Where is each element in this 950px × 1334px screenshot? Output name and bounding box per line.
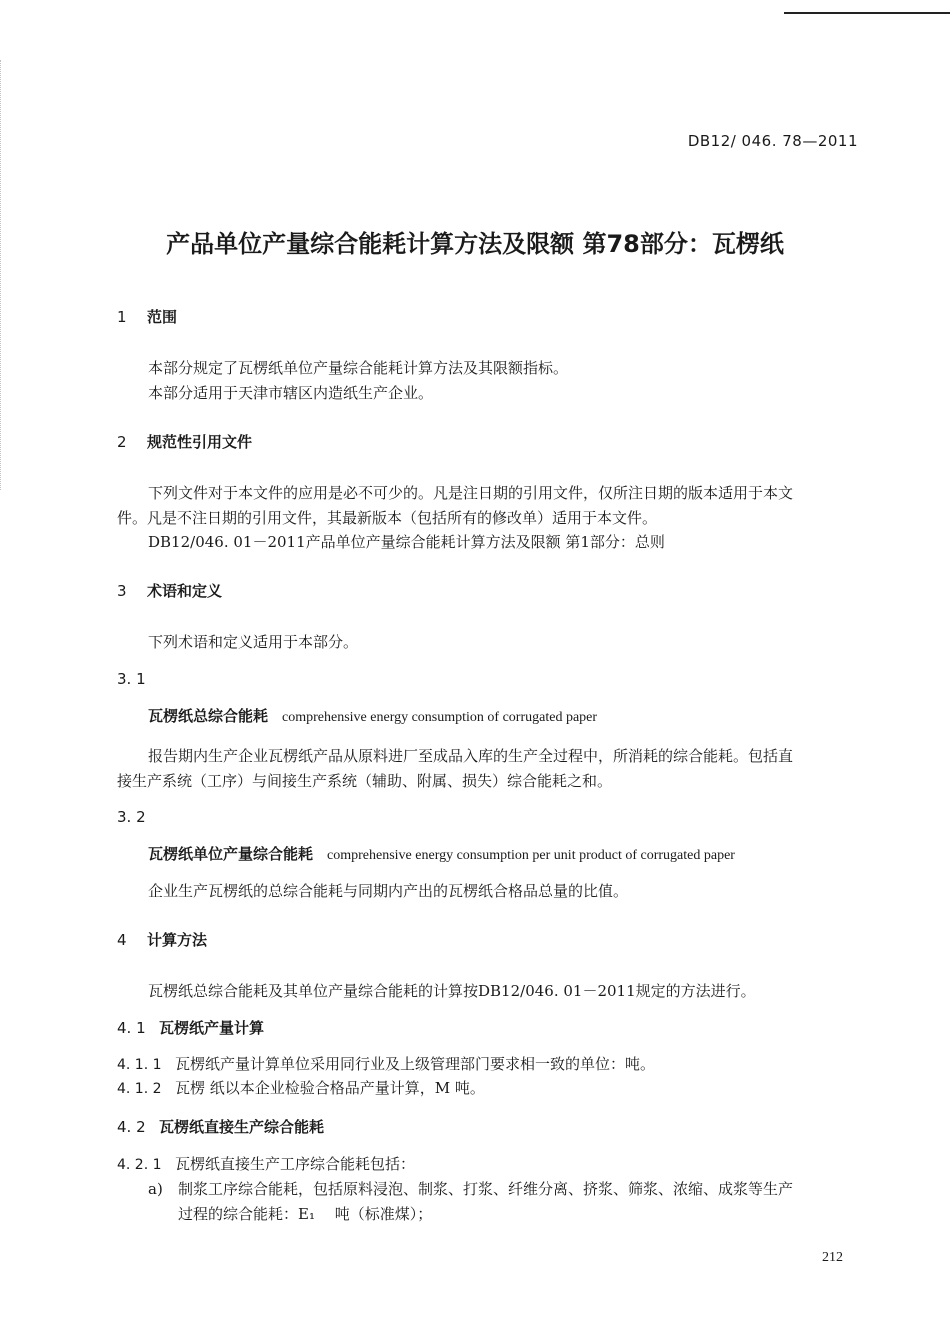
definition-line: 企业生产瓦楞纸的总综合能耗与同期内产出的瓦楞纸合格品总量的比值。	[148, 882, 629, 900]
list-item-a	[148, 1178, 793, 1199]
section-number: 4. 2	[117, 1118, 146, 1136]
clause-3-2-number: 3. 2	[117, 808, 146, 826]
document-title: 产品单位产量综合能耗计算方法及限额 第78部分：瓦楞纸	[166, 230, 784, 258]
paragraph: 下列术语和定义适用于本部分。	[148, 633, 359, 651]
section-number: 3	[117, 582, 127, 600]
term-english: comprehensive energy consumption of corrugated paper	[282, 710, 598, 725]
list-marker: a)	[148, 1180, 163, 1198]
section-2-heading	[117, 431, 252, 452]
section-title: 规范性引用文件	[147, 433, 253, 451]
term-chinese: 瓦楞纸总综合能耗	[148, 707, 269, 725]
term-3-1	[148, 705, 597, 726]
section-4-heading	[117, 929, 207, 950]
clause-number: 4. 1. 2	[117, 1081, 162, 1097]
clause-number: 4. 1. 1	[117, 1057, 162, 1073]
page-number: 212	[822, 1250, 843, 1265]
section-title: 瓦楞纸产量计算	[159, 1019, 265, 1037]
section-1-heading	[117, 306, 177, 327]
section-number: 4. 1	[117, 1019, 146, 1037]
scan-binding-edge	[0, 60, 6, 490]
term-3-2	[148, 843, 735, 864]
paragraph: 本部分适用于天津市辖区内造纸生产企业。	[148, 384, 434, 402]
term-english: comprehensive energy consumption per unit product of corrugated paper	[327, 848, 735, 863]
section-3-heading	[117, 580, 222, 601]
section-4-1-heading	[117, 1017, 264, 1038]
section-title: 瓦楞纸直接生产综合能耗	[159, 1118, 325, 1136]
section-title: 范围	[147, 308, 178, 326]
clause-text: 瓦楞 纸以本企业检验合格品产量计算，M 吨。	[175, 1079, 485, 1097]
section-title: 计算方法	[147, 931, 208, 949]
section-4-2-heading	[117, 1116, 324, 1137]
definition-line: 报告期内生产企业瓦楞纸产品从原料进厂至成品入库的生产全过程中，所消耗的综合能耗。包括直	[148, 747, 794, 765]
paragraph: 本部分规定了瓦楞纸单位产量综合能耗计算方法及其限额指标。	[148, 359, 569, 377]
paragraph-line: 下列文件对于本文件的应用是必不可少的。凡是注日期的引用文件，仅所注日期的版本适用于本文	[148, 484, 794, 502]
clause-text: 瓦楞纸直接生产工序综合能耗包括：	[175, 1155, 416, 1173]
normative-reference: DB12/046. 01－2011产品单位产量综合能耗计算方法及限额 第1部分：总则	[148, 533, 665, 551]
section-number: 4	[117, 931, 127, 949]
clause-4-1-1	[117, 1053, 655, 1074]
section-number: 1	[117, 308, 127, 326]
paragraph-line: 件。凡是不注日期的引用文件，其最新版本（包括所有的修改单）适用于本文件。	[117, 509, 658, 527]
term-chinese: 瓦楞纸单位产量综合能耗	[148, 845, 314, 863]
top-edge-rule	[784, 12, 950, 14]
list-item-a-continuation: 过程的综合能耗：E₁ 吨（标准煤）；	[178, 1205, 433, 1223]
section-number: 2	[117, 433, 127, 451]
clause-4-1-2	[117, 1077, 485, 1098]
list-item-text: 制浆工序综合能耗，包括原料浸泡、制浆、打浆、纤维分离、挤浆、筛浆、浓缩、成浆等生产	[178, 1180, 794, 1198]
paragraph: 瓦楞纸总综合能耗及其单位产量综合能耗的计算按DB12/046. 01－2011规定的方法进行。	[148, 982, 756, 1000]
clause-text: 瓦楞纸产量计算单位采用同行业及上级管理部门要求相一致的单位：吨。	[175, 1055, 656, 1073]
definition-line: 接生产系统（工序）与间接生产系统（辅助、附属、损失）综合能耗之和。	[117, 772, 613, 790]
clause-number: 4. 2. 1	[117, 1157, 162, 1173]
clause-3-1-number: 3. 1	[117, 670, 146, 688]
document-code: DB12/ 046. 78—2011	[687, 132, 858, 150]
clause-4-2-1	[117, 1153, 415, 1174]
section-title: 术语和定义	[147, 582, 223, 600]
